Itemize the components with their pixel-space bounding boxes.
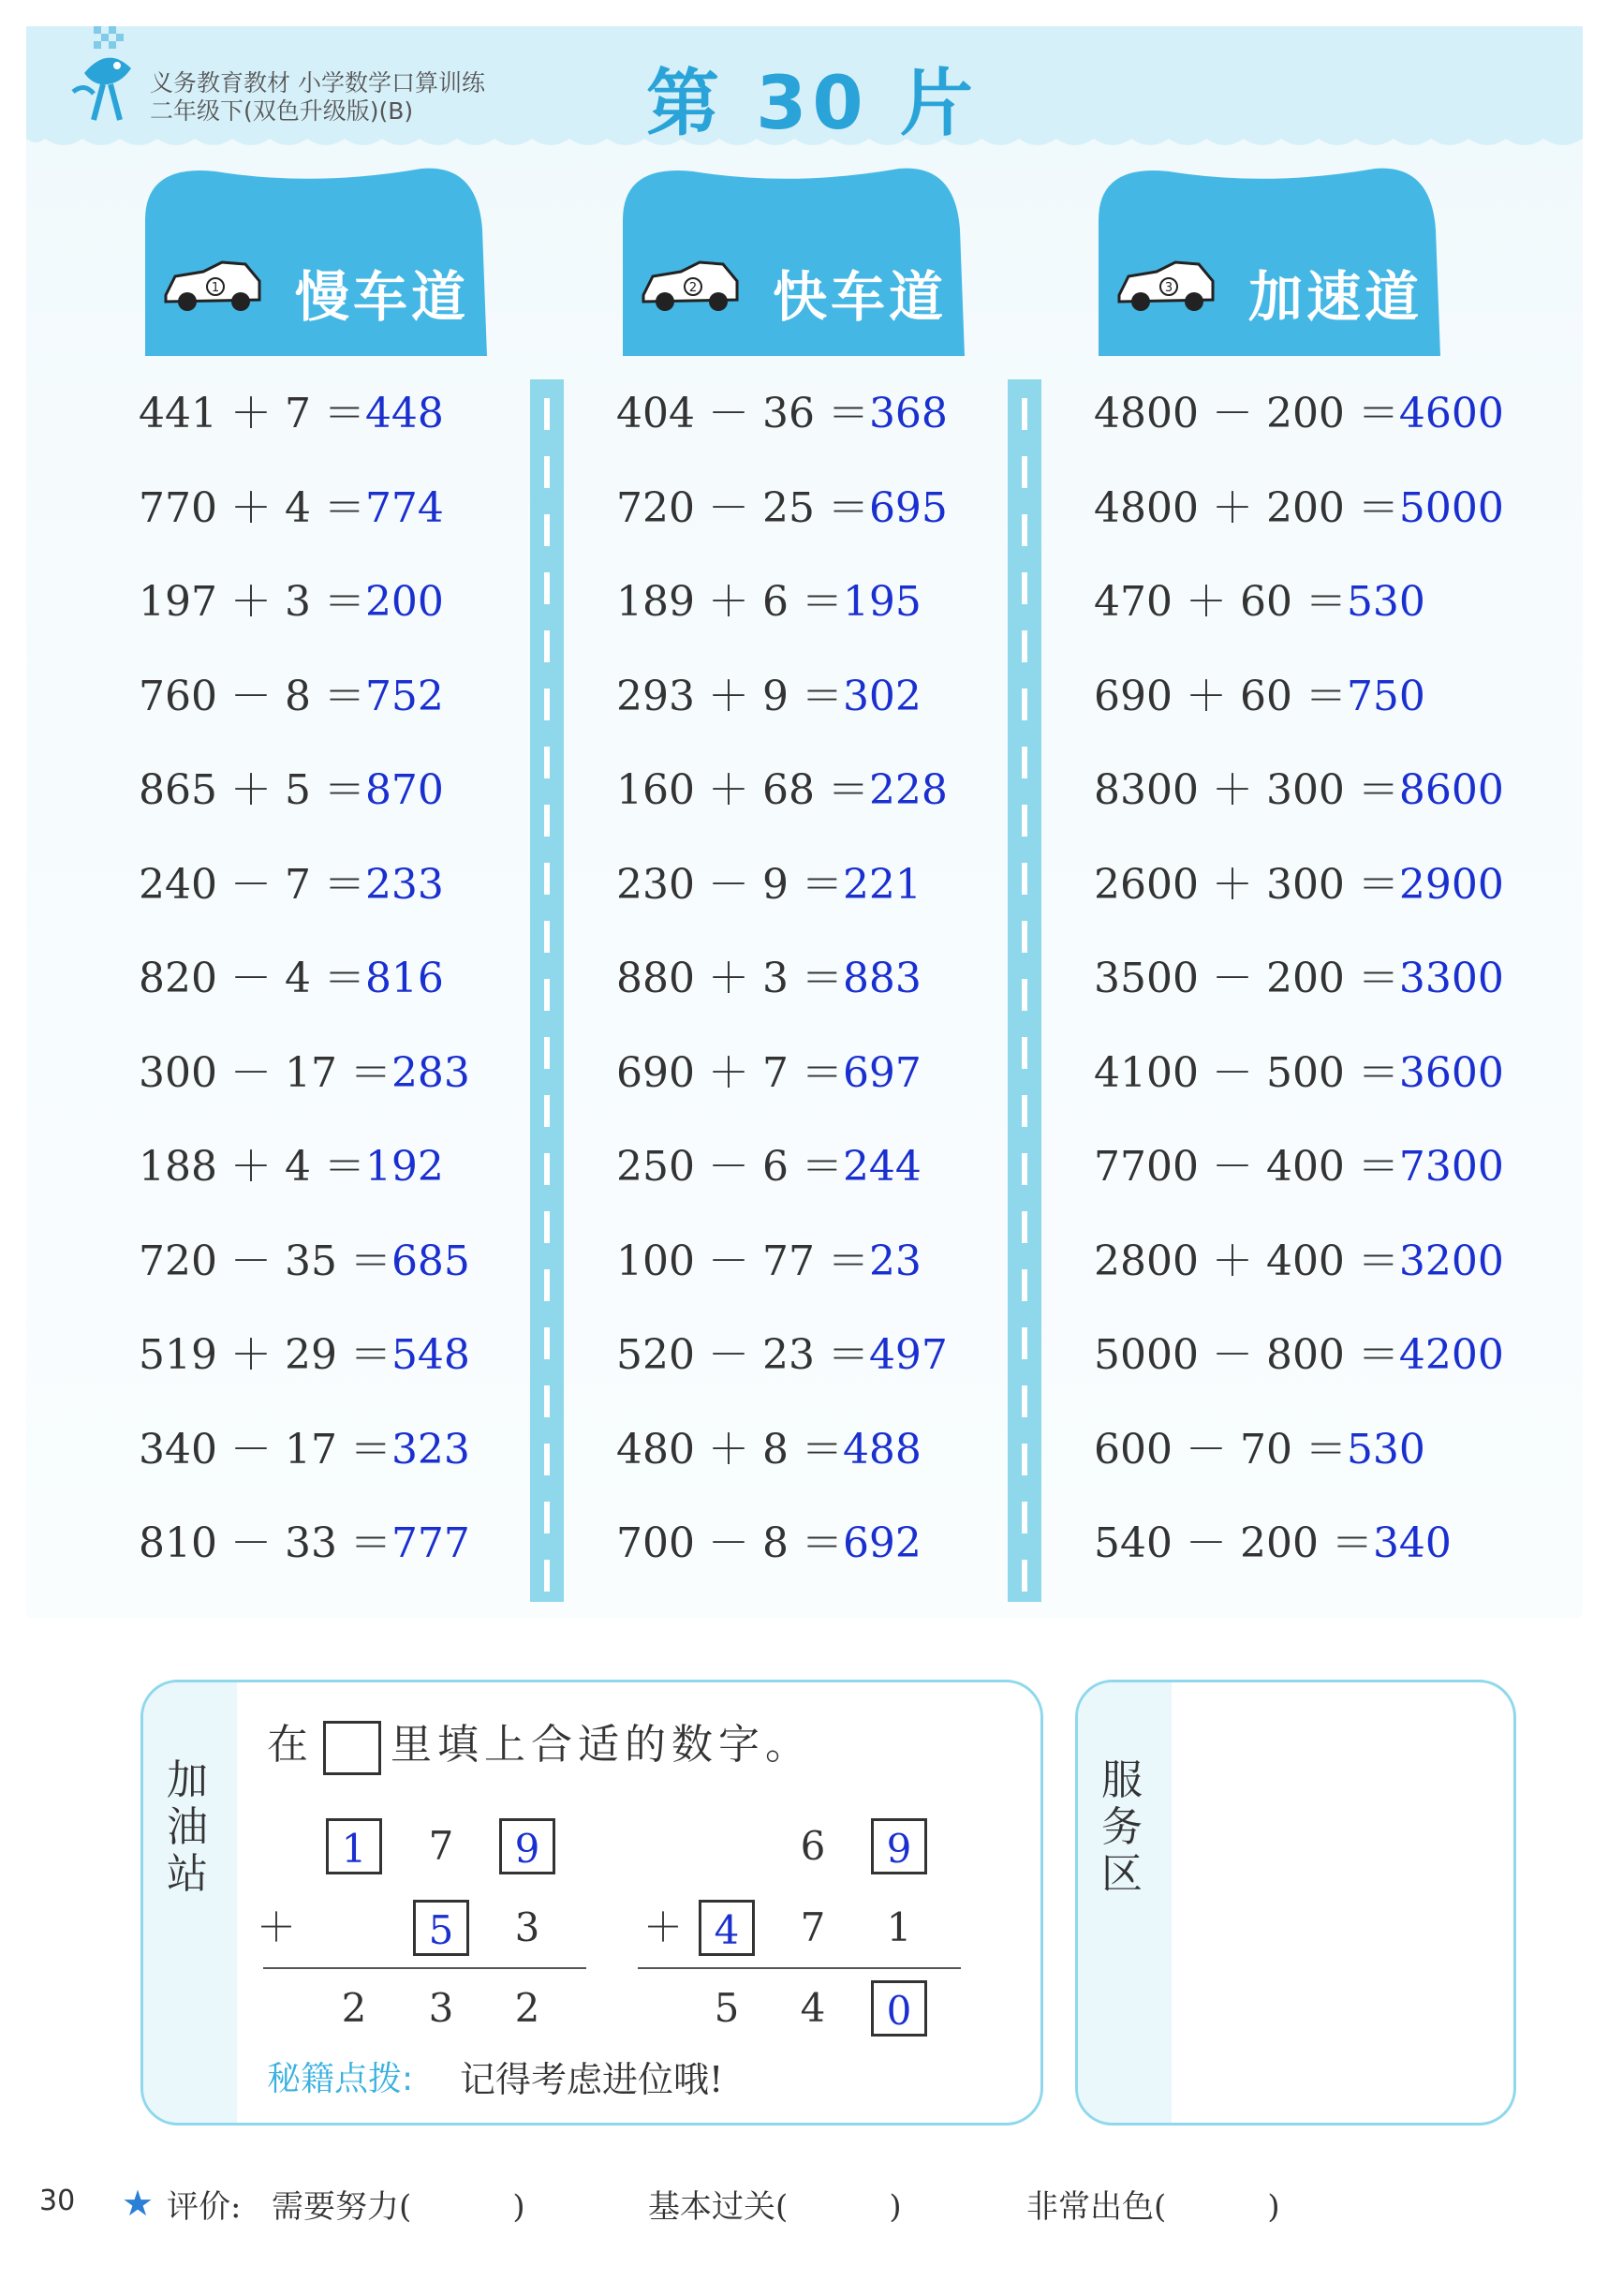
- equation-row: [139, 1520, 470, 1567]
- lane-divider: [530, 379, 564, 1602]
- equation-answer[interactable]: 3600: [1398, 1048, 1504, 1097]
- divider-dash: [1022, 979, 1027, 1011]
- equation-row: [1094, 579, 1425, 626]
- eval-option-needs-effort: 需要努力( ): [272, 2188, 525, 2226]
- equation-row: [139, 862, 444, 909]
- equation-answer[interactable]: 692: [842, 1519, 922, 1567]
- equation-row: [1094, 1427, 1425, 1474]
- equation-question: 720 － 35 ＝: [139, 1237, 391, 1285]
- divider-dash: [1022, 1327, 1027, 1359]
- divider-dash: [544, 1153, 550, 1185]
- divider-dash: [544, 456, 550, 488]
- divider-dash: [1022, 456, 1027, 488]
- divider-dash: [544, 1385, 550, 1417]
- divider-dash: [1022, 572, 1027, 604]
- divider-dash: [1022, 1095, 1027, 1127]
- equation-answer[interactable]: 23: [868, 1237, 922, 1285]
- equation-question: 690 ＋ 60 ＝: [1094, 672, 1347, 720]
- puzzle1-digit: 3: [514, 1904, 540, 1950]
- divider-dash: [544, 398, 550, 430]
- puzzle1-digit: 2: [341, 1985, 367, 2031]
- equation-answer[interactable]: 448: [364, 390, 444, 437]
- equation-row: [616, 1238, 922, 1285]
- puzzle2-digit: 7: [800, 1904, 826, 1950]
- equation-answer[interactable]: 530: [1346, 1425, 1425, 1474]
- equation-row: [616, 674, 922, 720]
- svg-text:3: 3: [1164, 281, 1173, 295]
- equation-row: [616, 955, 922, 1002]
- equation-question: 880 ＋ 3 ＝: [616, 955, 843, 1002]
- divider-dash: [544, 1560, 550, 1592]
- equation-row: [139, 1050, 470, 1097]
- panel-side: [1078, 1682, 1172, 2123]
- page-number: 30: [39, 2185, 76, 2217]
- equation-row: [1094, 1520, 1452, 1567]
- instruction: 在 里填上合适的数字。: [267, 1711, 812, 1775]
- equation-answer[interactable]: 750: [1346, 672, 1425, 720]
- equation-question: 8300 ＋ 300 ＝: [1094, 766, 1399, 814]
- divider-dash: [544, 1444, 550, 1475]
- divider-dash: [544, 1211, 550, 1243]
- equation-question: 480 ＋ 8 ＝: [616, 1425, 843, 1474]
- divider-dash: [544, 863, 550, 895]
- lane-badge-accel: [1094, 164, 1440, 356]
- equation-question: 340 － 17 ＝: [139, 1425, 391, 1474]
- equation-question: 2800 ＋ 400 ＝: [1094, 1237, 1399, 1285]
- equation-question: 441 ＋ 7 ＝: [139, 390, 365, 437]
- series-title: [150, 69, 485, 126]
- equation-row: [139, 1332, 470, 1379]
- puzzle2-digit: 5: [714, 1985, 740, 2031]
- lane-badge-fast: [618, 164, 965, 356]
- equation-answer[interactable]: 221: [842, 860, 922, 909]
- divider-dash: [1022, 514, 1027, 546]
- divider-dash: [1022, 805, 1027, 837]
- equation-answer[interactable]: 8600: [1398, 766, 1504, 814]
- equation-answer[interactable]: 340: [1372, 1519, 1452, 1567]
- sum-line: [263, 1967, 586, 1969]
- page-title: 第 30 片: [646, 62, 979, 146]
- divider-dash: [544, 1502, 550, 1533]
- equation-row: [616, 862, 922, 909]
- panel-side: [143, 1682, 237, 2123]
- equation-question: 470 ＋ 60 ＝: [1094, 578, 1347, 626]
- equation-row: [139, 1238, 470, 1285]
- equation-question: 540 － 200 ＝: [1094, 1519, 1373, 1567]
- equation-row: [139, 391, 444, 437]
- equation-answer[interactable]: 302: [842, 672, 922, 720]
- equation-question: 240 － 7 ＝: [139, 860, 365, 909]
- equation-question: 720 － 25 ＝: [616, 483, 869, 532]
- equation-row: [616, 485, 948, 532]
- equation-answer[interactable]: 774: [364, 483, 444, 532]
- equation-row: [1094, 955, 1504, 1002]
- lane-label-fast: 快车道: [773, 265, 948, 329]
- equation-row: [139, 674, 444, 720]
- divider-dash: [1022, 1560, 1027, 1592]
- equation-answer[interactable]: 697: [842, 1048, 922, 1097]
- equation-row: [616, 1520, 922, 1567]
- divider-dash: [544, 1095, 550, 1127]
- equation-question: 3500 － 200 ＝: [1094, 955, 1399, 1002]
- equation-question: 5000 － 800 ＝: [1094, 1331, 1399, 1379]
- divider-dash: [1022, 1502, 1027, 1533]
- puzzle2-blank[interactable]: 9: [871, 1818, 927, 1874]
- equation-answer[interactable]: 228: [868, 766, 948, 814]
- puzzle2-blank[interactable]: 4: [699, 1900, 755, 1956]
- divider-dash: [544, 747, 550, 778]
- equation-row: [139, 1427, 470, 1474]
- equation-answer[interactable]: 3200: [1398, 1237, 1504, 1285]
- plus-sign: ＋: [256, 1904, 296, 1950]
- equation-row: [616, 1144, 922, 1191]
- divider-dash: [544, 805, 550, 837]
- equation-answer[interactable]: 752: [364, 672, 444, 720]
- equation-answer[interactable]: 548: [391, 1331, 470, 1379]
- equation-answer[interactable]: 233: [364, 860, 444, 909]
- divider-dash: [1022, 689, 1027, 720]
- divider-dash: [544, 1327, 550, 1359]
- equation-row: [1094, 391, 1504, 437]
- equation-answer[interactable]: 283: [391, 1048, 470, 1097]
- equation-question: 519 ＋ 29 ＝: [139, 1331, 391, 1379]
- equation-answer[interactable]: 7300: [1398, 1143, 1504, 1191]
- equation-question: 230 － 9 ＝: [616, 860, 843, 909]
- equation-row: [1094, 1050, 1504, 1097]
- equation-question: 189 ＋ 6 ＝: [616, 578, 843, 626]
- puzzle1-digit: 2: [514, 1985, 540, 2031]
- divider-dash: [1022, 630, 1027, 662]
- divider-dash: [544, 514, 550, 546]
- divider-dash: [1022, 921, 1027, 953]
- lane-label-slow: 慢车道: [295, 265, 470, 329]
- equation-question: 197 ＋ 3 ＝: [139, 578, 365, 626]
- equation-answer[interactable]: 368: [868, 390, 948, 437]
- divider-dash: [544, 1269, 550, 1301]
- equation-question: 865 ＋ 5 ＝: [139, 766, 365, 814]
- divider-dash: [544, 630, 550, 662]
- divider-dash: [1022, 747, 1027, 778]
- puzzle2-digit: 1: [886, 1904, 912, 1950]
- equation-question: 820 － 4 ＝: [139, 955, 365, 1002]
- equation-row: [616, 579, 922, 626]
- equation-row: [1094, 485, 1504, 532]
- equation-row: [139, 955, 444, 1002]
- divider-dash: [1022, 1211, 1027, 1243]
- equation-answer[interactable]: 816: [364, 955, 444, 1002]
- equation-row: [1094, 1332, 1504, 1379]
- divider-dash: [1022, 398, 1027, 430]
- equation-question: 160 ＋ 68 ＝: [616, 766, 869, 814]
- equation-question: 690 ＋ 7 ＝: [616, 1048, 843, 1097]
- plus-sign: ＋: [642, 1904, 683, 1950]
- equation-answer[interactable]: 685: [391, 1237, 470, 1285]
- divider-dash: [1022, 1037, 1027, 1069]
- equation-answer[interactable]: 323: [391, 1425, 470, 1474]
- equation-answer[interactable]: 200: [364, 578, 444, 626]
- sum-line: [638, 1967, 961, 1969]
- lane-badge-slow: [140, 164, 487, 356]
- equation-answer[interactable]: 3300: [1398, 955, 1504, 1002]
- equation-row: [1094, 1238, 1504, 1285]
- divider-dash: [544, 572, 550, 604]
- divider-dash: [544, 979, 550, 1011]
- equation-row: [1094, 674, 1425, 720]
- divider-dash: [1022, 1269, 1027, 1301]
- service-area-panel: [1075, 1680, 1516, 2126]
- tip-key: 秘籍点拨:: [267, 2060, 414, 2098]
- equation-question: 520 － 23 ＝: [616, 1331, 869, 1379]
- puzzle1-blank[interactable]: 9: [499, 1818, 555, 1874]
- equation-answer[interactable]: 695: [868, 483, 948, 532]
- tip-text: 记得考虑进位哦!: [460, 2059, 724, 2100]
- series-line-2: 二年级下(双色升级版)(B): [150, 97, 414, 125]
- eval-option-excellent: 非常出色( ): [1026, 2188, 1280, 2226]
- divider-dash: [1022, 1444, 1027, 1475]
- equation-answer[interactable]: 192: [364, 1143, 444, 1191]
- equation-answer[interactable]: 870: [364, 766, 444, 814]
- divider-dash: [1022, 1153, 1027, 1185]
- equation-answer[interactable]: 4200: [1398, 1331, 1504, 1379]
- equation-answer[interactable]: 530: [1346, 578, 1425, 626]
- equation-row: [616, 767, 948, 814]
- divider-dash: [1022, 1385, 1027, 1417]
- equation-row: [616, 1050, 922, 1097]
- equation-question: 4100 － 500 ＝: [1094, 1048, 1399, 1097]
- race-car-icon: [639, 253, 742, 318]
- equation-row: [616, 1332, 948, 1379]
- equation-row: [1094, 1144, 1504, 1191]
- svg-text:1: 1: [211, 281, 220, 295]
- equation-question: 700 － 8 ＝: [616, 1519, 843, 1567]
- equation-row: [139, 767, 444, 814]
- equation-row: [139, 485, 444, 532]
- service-label: 服 务 区: [1101, 1756, 1143, 1898]
- race-car-icon: [1114, 253, 1217, 318]
- refuel-label: 加 油 站: [167, 1756, 208, 1898]
- equation-answer[interactable]: 244: [842, 1143, 922, 1191]
- equation-row: [1094, 767, 1504, 814]
- divider-dash: [544, 921, 550, 953]
- race-car-icon: [161, 253, 264, 318]
- equation-answer[interactable]: 195: [842, 578, 922, 626]
- equation-row: [1094, 862, 1504, 909]
- equation-question: 300 － 17 ＝: [139, 1048, 391, 1097]
- equation-row: [139, 1144, 444, 1191]
- equation-answer[interactable]: 5000: [1398, 483, 1504, 532]
- puzzle1-digit: 7: [428, 1823, 454, 1869]
- eval-label: 评价:: [167, 2188, 242, 2226]
- equation-question: 810 － 33 ＝: [139, 1519, 391, 1567]
- puzzle1-blank[interactable]: 1: [326, 1818, 382, 1874]
- equation-row: [139, 579, 444, 626]
- equation-question: 293 ＋ 9 ＝: [616, 672, 843, 720]
- equation-answer[interactable]: 883: [842, 955, 922, 1002]
- equation-row: [616, 391, 948, 437]
- lane-label-accel: 加速道: [1248, 265, 1424, 329]
- refuel-station-panel: [140, 1680, 1043, 2126]
- equation-row: [616, 1427, 922, 1474]
- equation-question: 250 － 6 ＝: [616, 1143, 843, 1191]
- divider-dash: [544, 1037, 550, 1069]
- equation-question: 7700 － 400 ＝: [1094, 1143, 1399, 1191]
- equation-answer[interactable]: 4600: [1398, 390, 1504, 437]
- equation-question: 2600 ＋ 300 ＝: [1094, 860, 1399, 909]
- blank-box-icon: [323, 1721, 381, 1775]
- equation-question: 760 － 8 ＝: [139, 672, 365, 720]
- equation-answer[interactable]: 2900: [1398, 860, 1504, 909]
- star-icon: ★: [122, 2183, 155, 2224]
- equation-question: 4800 － 200 ＝: [1094, 390, 1399, 437]
- svg-text:2: 2: [688, 281, 698, 295]
- equation-answer[interactable]: 497: [868, 1331, 948, 1379]
- equation-question: 770 ＋ 4 ＝: [139, 483, 365, 532]
- lane-divider: [1008, 379, 1041, 1602]
- puzzle2-blank[interactable]: 0: [871, 1980, 927, 2037]
- divider-dash: [544, 689, 550, 720]
- puzzle1-blank[interactable]: 5: [413, 1900, 469, 1956]
- divider-dash: [1022, 863, 1027, 895]
- equation-answer[interactable]: 488: [842, 1425, 922, 1474]
- puzzle2-digit: 6: [800, 1823, 826, 1869]
- equation-answer[interactable]: 777: [391, 1519, 470, 1567]
- equation-question: 600 － 70 ＝: [1094, 1425, 1347, 1474]
- series-line-1: 义务教育教材 小学数学口算训练: [150, 69, 485, 96]
- equation-question: 188 ＋ 4 ＝: [139, 1143, 365, 1191]
- puzzle2-digit: 4: [800, 1985, 826, 2031]
- equation-question: 4800 ＋ 200 ＝: [1094, 483, 1399, 532]
- puzzle1-digit: 3: [428, 1985, 454, 2031]
- eval-option-passed: 基本过关( ): [648, 2188, 902, 2226]
- equation-question: 404 － 36 ＝: [616, 390, 869, 437]
- equation-question: 100 － 77 ＝: [616, 1237, 869, 1285]
- mascot-logo-icon: [66, 26, 150, 129]
